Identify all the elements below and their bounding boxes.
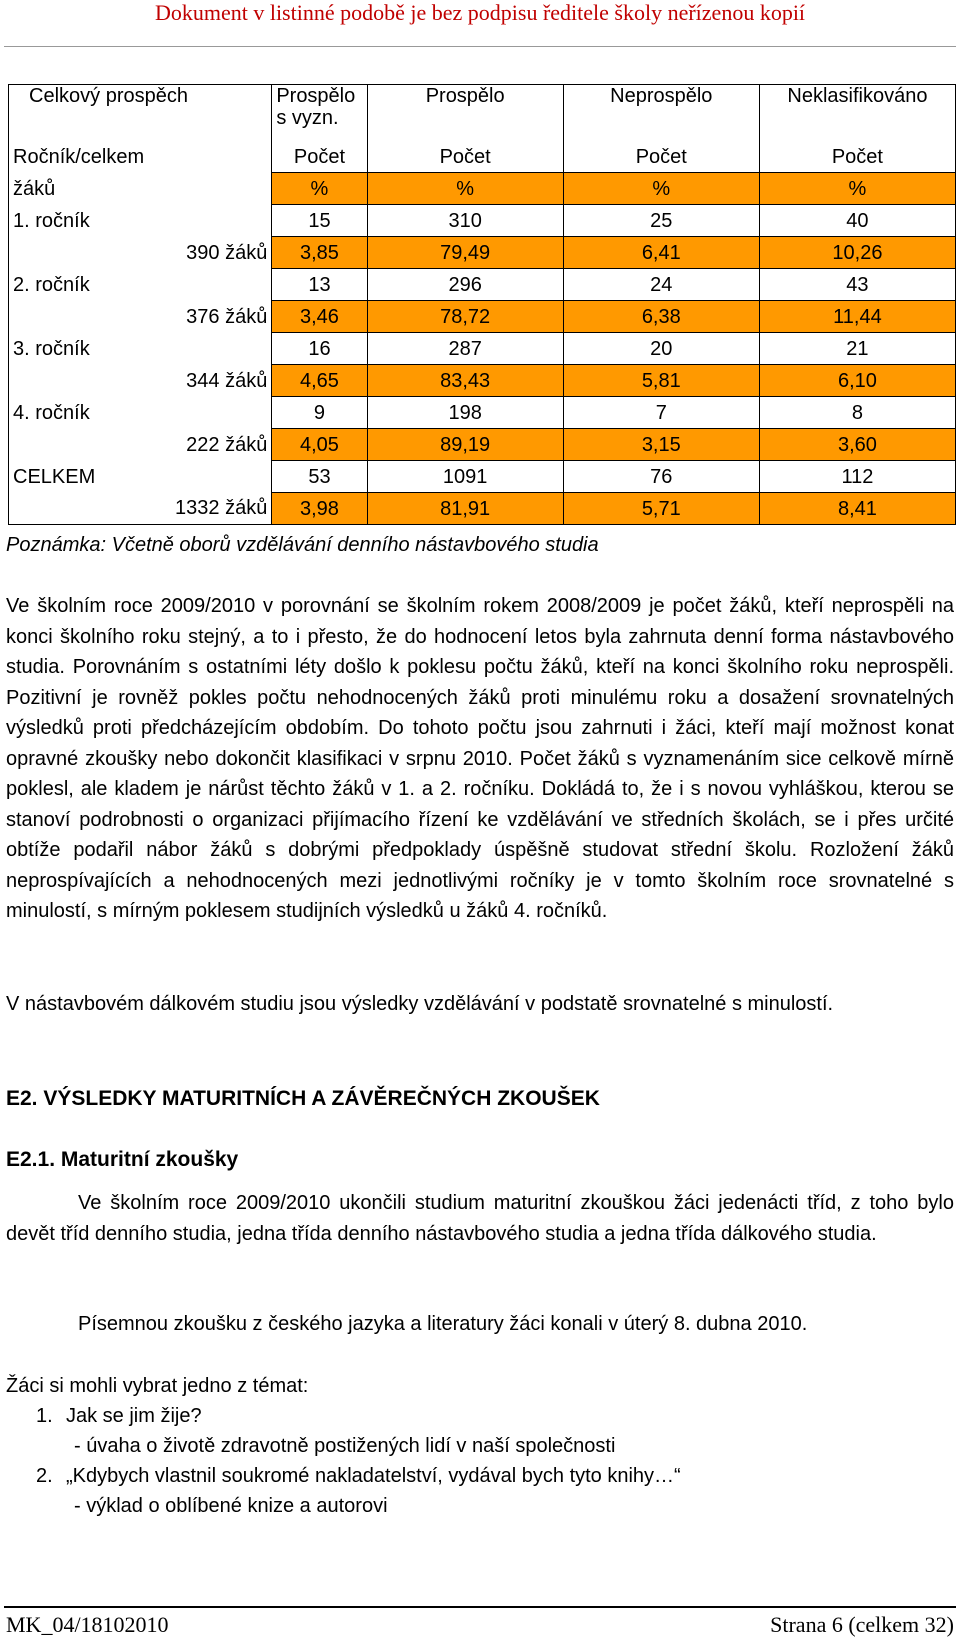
count-cell: 53 — [272, 461, 367, 493]
percent-cell: 79,49 — [367, 237, 563, 269]
percent-cell: 81,91 — [367, 493, 563, 525]
header-cell: Neklasifikováno — [759, 85, 955, 142]
percent-cell: 3,98 — [272, 493, 367, 525]
topics-list — [6, 1371, 681, 1521]
row-label: CELKEM — [9, 461, 272, 493]
percent-cell: 6,38 — [563, 301, 759, 333]
table-row — [9, 461, 956, 493]
list-item-title: „Kdybych vlastnil soukromé nakladatelství, vydával bych tyto knihy…“ — [66, 1465, 681, 1487]
count-cell: 13 — [272, 269, 367, 301]
table-row — [9, 269, 956, 301]
table-header-row — [9, 173, 956, 205]
table-row — [9, 365, 956, 397]
header-cell: Počet — [759, 141, 955, 173]
list-item — [6, 1401, 681, 1431]
table-row — [9, 237, 956, 269]
percent-cell: 6,41 — [563, 237, 759, 269]
percent-cell: 5,71 — [563, 493, 759, 525]
count-cell: 287 — [367, 333, 563, 365]
count-cell: 16 — [272, 333, 367, 365]
header-cell: žáků — [9, 173, 272, 205]
header-cell: Neprospělo — [563, 85, 759, 142]
header-cell: Počet — [563, 141, 759, 173]
percent-cell: 6,10 — [759, 365, 955, 397]
results-paragraph: Ve školním roce 2009/2010 v porovnání se školním rokem 2008/2009 je počet žáků, kteří neprospěli na konci školního roku stejný, a to i přesto, že do hodnocení letos byla zahrnuta denní forma nástavbového studia. Porovnáním s ostatními léty došlo k poklesu počtu žáků, kteří na konci školního roku neprospěli. Pozitivní je rovněž pokles počtu nehodnocených žáků proti minulému roku a dosažení srovnatelných výsledků proti předcházejícím obdobím. Do tohoto počtu jsou zahrnuti i žáci, kteří mají možnost konat opravné zkoušky nebo dokončit klasifikaci v srpnu 2010. Počet žáků s vyznamenáním sice celkově mírně poklesl, ale kladem je nárůst těchto žáků v 1. a 2. ročníku. Dokládá to, že i s novou vyhláškou, kterou se stanoví podrobnosti o organizaci přijímacího řízení ke vzdělávání ve středních školách, se i přes určité obtíže podařil nábor žáků s dobrými předpoklady úspěšně studovat střední školu. Rozložení žáků neprospívajících a nehodnocených mezi jednotlivými ročníky je v tomto školním roce srovnatelné s minulostí, s mírným poklesem studijních výsledků u žáků 4. ročníků. — [6, 595, 954, 922]
list-item-sub: - úvaha o životě zdravotně postižených lidí v naší společnosti — [74, 1435, 616, 1457]
row-total: 222 žáků — [9, 429, 272, 461]
row-total: 376 žáků — [9, 301, 272, 333]
count-cell: 1091 — [367, 461, 563, 493]
count-cell: 24 — [563, 269, 759, 301]
count-cell: 7 — [563, 397, 759, 429]
row-total: 1332 žáků — [9, 493, 272, 525]
distance-study-paragraph: V nástavbovém dálkovém studiu jsou výsledky vzdělávání v podstatě srovnatelné s minulostí. — [6, 993, 834, 1015]
footer-page-number: Strana 6 (celkem 32) — [770, 1612, 954, 1637]
percent-cell: 5,81 — [563, 365, 759, 397]
list-item-number: 2. — [36, 1465, 53, 1487]
percent-cell: 8,41 — [759, 493, 955, 525]
header-cell: % — [759, 173, 955, 205]
count-cell: 9 — [272, 397, 367, 429]
count-cell: 21 — [759, 333, 955, 365]
footer-doc-id: MK_04/18102010 — [6, 1612, 169, 1637]
header-cell: % — [367, 173, 563, 205]
header-cell: % — [272, 173, 367, 205]
count-cell: 20 — [563, 333, 759, 365]
count-cell: 43 — [759, 269, 955, 301]
graduation-paragraph: Ve školním roce 2009/2010 ukončili studium maturitní zkouškou žáci jedenácti tříd, z toho bylo devět tříd denního studia, jedna třída denního nástavbového studia a jedna třída dálkového studia. — [6, 1192, 954, 1245]
header-cell: Prospělo — [367, 85, 563, 142]
table-header-row — [9, 141, 956, 173]
table-row — [9, 397, 956, 429]
percent-cell: 4,65 — [272, 365, 367, 397]
row-label: 4. ročník — [9, 397, 272, 429]
table-row — [9, 493, 956, 525]
list-item-number: 1. — [36, 1405, 53, 1427]
table-row — [9, 333, 956, 365]
header-cell: Prospělo s vyzn. — [272, 85, 367, 142]
written-exam-paragraph: Písemnou zkoušku z českého jazyka a literatury žáci konali v úterý 8. dubna 2010. — [78, 1313, 808, 1335]
percent-cell: 3,85 — [272, 237, 367, 269]
count-cell: 296 — [367, 269, 563, 301]
row-label: 2. ročník — [9, 269, 272, 301]
header-divider — [4, 46, 956, 47]
subsection-heading: E2.1. Maturitní zkoušky — [6, 1148, 239, 1171]
header-cell: Celkový prospěch — [9, 85, 272, 142]
table-row — [9, 301, 956, 333]
percent-cell: 3,60 — [759, 429, 955, 461]
percent-cell: 4,05 — [272, 429, 367, 461]
count-cell: 25 — [563, 205, 759, 237]
table-row — [9, 429, 956, 461]
count-cell: 40 — [759, 205, 955, 237]
header-cell: % — [563, 173, 759, 205]
row-total: 390 žáků — [9, 237, 272, 269]
percent-cell: 83,43 — [367, 365, 563, 397]
list-item-sub: - výklad o oblíbené knize a autorovi — [74, 1495, 388, 1517]
percent-cell: 89,19 — [367, 429, 563, 461]
list-item — [6, 1461, 681, 1491]
header-cell: Počet — [272, 141, 367, 173]
header-cell: Počet — [367, 141, 563, 173]
row-total: 344 žáků — [9, 365, 272, 397]
count-cell: 310 — [367, 205, 563, 237]
percent-cell: 11,44 — [759, 301, 955, 333]
topics-intro: Žáci si mohli vybrat jedno z témat: — [6, 1375, 309, 1397]
table-row — [9, 205, 956, 237]
list-item-title: Jak se jim žije? — [66, 1405, 202, 1427]
row-label: 3. ročník — [9, 333, 272, 365]
percent-cell: 3,15 — [563, 429, 759, 461]
count-cell: 76 — [563, 461, 759, 493]
row-label: 1. ročník — [9, 205, 272, 237]
section-heading: E2. VÝSLEDKY MATURITNÍCH A ZÁVĚREČNÝCH ZKOUŠEK — [6, 1087, 600, 1110]
footer-divider — [4, 1606, 956, 1608]
document-header: Dokument v listinné podobě je bez podpisu ředitele školy neřízenou kopií — [154, 0, 806, 25]
count-cell: 112 — [759, 461, 955, 493]
percent-cell: 3,46 — [272, 301, 367, 333]
results-table — [8, 84, 956, 525]
table-note: Poznámka: Včetně oborů vzdělávání denního nástavbového studia — [6, 534, 599, 556]
percent-cell: 10,26 — [759, 237, 955, 269]
count-cell: 8 — [759, 397, 955, 429]
table-header-row — [9, 85, 956, 142]
percent-cell: 78,72 — [367, 301, 563, 333]
count-cell: 198 — [367, 397, 563, 429]
header-cell: Ročník/celkem — [9, 141, 272, 173]
count-cell: 15 — [272, 205, 367, 237]
